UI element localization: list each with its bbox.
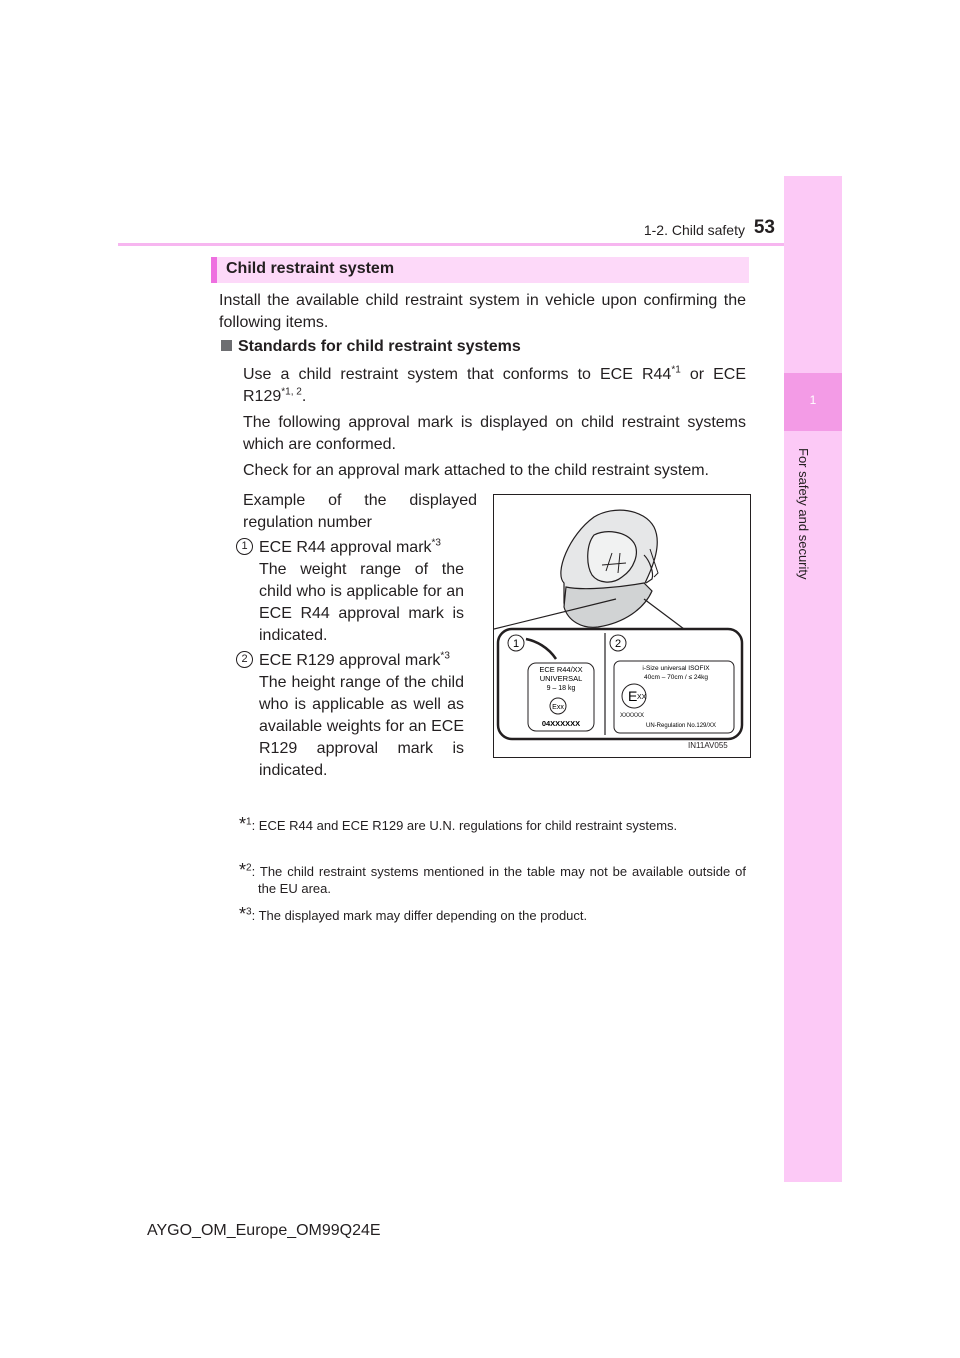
- item-number-1: 1: [236, 538, 253, 555]
- callout-2: 2: [614, 638, 622, 650]
- header-section-title: 1-2. Child safety: [643, 222, 745, 238]
- footnote-1: [239, 816, 746, 834]
- item-number-2: 2: [236, 651, 253, 668]
- square-bullet-icon: [221, 340, 232, 351]
- chapter-title-vertical: [793, 448, 813, 598]
- footnote-text: : The child restraint systems mentioned in the table may not be available outside of the EU area.: [251, 864, 746, 896]
- callout-1: 1: [512, 638, 520, 650]
- child-seat-illustration: [494, 495, 750, 757]
- label2-line1: i-Size universal ISOFIX: [642, 665, 710, 672]
- footnote-ref: *3: [440, 650, 450, 662]
- para1-text-a: Use a child restraint system that conforms to ECE R44: [243, 366, 672, 383]
- section-title: Child restraint system: [226, 260, 395, 277]
- footnote-3: [239, 906, 746, 924]
- footnote-ref: *1, 2: [281, 386, 302, 398]
- footnote-mark: *$^3$: [239, 904, 252, 924]
- footnote-2: [239, 862, 746, 897]
- chapter-number: 1: [809, 393, 817, 407]
- item-ece-r44: [259, 537, 464, 647]
- label1-line2: UNIVERSAL: [539, 674, 583, 683]
- item-title: ECE R44 approval mark: [259, 539, 432, 556]
- standards-paragraph-3: Check for an approval mark attached to the child restraint system.: [243, 462, 709, 479]
- subheading: [221, 338, 521, 356]
- item-description: The weight range of the child who is applicable for an ECE R44 approval mark is indicated.: [259, 561, 464, 644]
- para1-text-c: .: [301, 388, 307, 405]
- label1-number: 04XXXXXX: [541, 719, 581, 728]
- section-heading-accent: [211, 257, 217, 283]
- label2-emark-xx: XX: [637, 694, 647, 701]
- label1-line1: ECE R44/XX: [539, 665, 583, 674]
- approval-mark-figure: [493, 494, 751, 758]
- standards-paragraph-4: Example of the displayed regulation number: [243, 492, 477, 531]
- label2-regulation: UN-Regulation No.129/XX: [646, 723, 717, 729]
- label1-emark: Exx: [552, 704, 564, 711]
- subheading-text: Standards for child restraint systems: [238, 338, 521, 355]
- para1-text-b: or ECE R129: [243, 366, 747, 405]
- car-seat-icon: [561, 510, 657, 627]
- label2-line2: 40cm – 70cm / ≤ 24kg: [644, 674, 708, 681]
- footnote-mark: *$^2$: [239, 860, 252, 880]
- standards-paragraph-2: The following approval mark is displayed on child restraint systems which are conformed.: [243, 414, 746, 453]
- standards-paragraph-1: [243, 364, 746, 408]
- label2-emark-e: E: [628, 688, 638, 704]
- item-ece-r129: [259, 650, 464, 782]
- header-divider: [118, 243, 840, 246]
- footnote-ref: *1: [671, 364, 681, 376]
- item-description: The height range of the child who is applicable as well as available weights for an ECE R129 approval mark is indicated.: [259, 674, 464, 779]
- footnote-ref: *3: [431, 537, 441, 549]
- item-title: ECE R129 approval mark: [259, 652, 441, 669]
- footnote-text: : ECE R44 and ECE R129 are U.N. regulations for child restraint systems.: [251, 818, 678, 833]
- footnote-mark: *$^1$: [239, 814, 252, 834]
- footnote-text: : The displayed mark may differ depending on the product.: [251, 908, 588, 923]
- page-number: 53: [753, 217, 775, 238]
- chapter-side-tab: [784, 176, 842, 1182]
- chapter-title: For safety and security: [796, 448, 811, 580]
- intro-paragraph: Install the available child restraint system in vehicle upon confirming the following items.: [219, 292, 746, 331]
- label1-line3: 9 – 18 kg: [546, 685, 576, 692]
- figure-code: IN11AV055: [688, 741, 728, 750]
- label2-number: XXXXXX: [620, 713, 645, 719]
- document-footer: AYGO_OM_Europe_OM99Q24E: [147, 1222, 381, 1239]
